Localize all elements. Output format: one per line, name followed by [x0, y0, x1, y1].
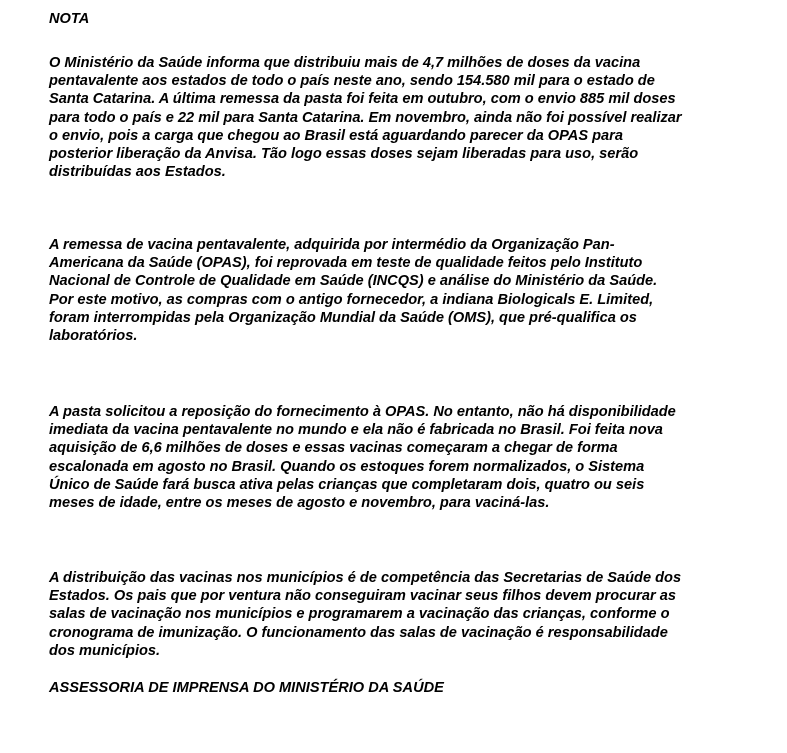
paragraph-line: salas de vacinação nos municípios e programarem a vacinação das crianças, conforme o	[49, 606, 670, 623]
paragraph-line: foram interrompidas pela Organização Mundial da Saúde (OMS), que pré-qualifica os	[49, 309, 637, 326]
paragraph-line: aquisição de 6,6 milhões de doses e essas vacinas começaram a chegar de forma	[49, 440, 618, 457]
paragraph-municipalities	[49, 569, 681, 660]
paragraph-line: o envio, pois a carga que chegou ao Brasil está aguardando parecer da OPAS para	[49, 127, 623, 144]
paragraph-replacement	[49, 403, 676, 512]
paragraph-line: A remessa de vacina pentavalente, adquirida por intermédio da Organização Pan-	[49, 237, 615, 253]
paragraph-line: dos municípios.	[49, 642, 161, 659]
paragraph-line: Único de Saúde fará busca ativa pelas crianças que completaram dois, quatro ou seis	[49, 476, 645, 493]
paragraph-distribution	[49, 54, 682, 181]
paragraph-line: Nacional de Controle de Qualidade em Saúde (INCQS) e análise do Ministério da Saúde.	[49, 273, 658, 290]
paragraph-line: A distribuição das vacinas nos municípios é de competência das Secretarias de Saúde dos	[49, 570, 682, 586]
paragraph-line: imediata da vacina pentavalente no mundo e ela não é fabricada no Brasil. Foi feita nova	[49, 422, 663, 439]
paragraph-line: Americana da Saúde (OPAS), foi reprovada em teste de qualidade feitos pelo Instituto	[49, 255, 643, 272]
document-title: NOTA	[49, 11, 90, 27]
paragraph-quality-test	[49, 236, 657, 345]
signature: ASSESSORIA DE IMPRENSA DO MINISTÉRIO DA SAÚDE	[49, 680, 444, 696]
paragraph-line: para todo o país e 22 mil para Santa Catarina. Em novembro, ainda não foi possível realizar	[49, 109, 682, 126]
paragraph-line: Por este motivo, as compras com o antigo fornecedor, a indiana Biologicals E. Limited,	[49, 291, 654, 308]
press-note-document	[49, 10, 749, 696]
paragraph-line: A pasta solicitou a reposição do fornecimento à OPAS. No entanto, não há disponibilidade	[49, 404, 676, 420]
paragraph-line: laboratórios.	[49, 328, 138, 345]
paragraph-line: meses de idade, entre os meses de agosto e novembro, para vaciná-las.	[49, 495, 550, 512]
paragraph-line: Estados. Os pais que por ventura não conseguiram vacinar seus filhos devem procurar as	[49, 588, 676, 605]
paragraph-line: pentavalente aos estados de todo o país neste ano, sendo 154.580 mil para o estado de	[49, 73, 655, 90]
paragraph-line: escalonada em agosto no Brasil. Quando os estoques forem normalizados, o Sistema	[49, 458, 645, 475]
paragraph-line: posterior liberação da Anvisa. Tão logo essas doses sejam liberadas para uso, serão	[49, 146, 639, 163]
paragraph-line: O Ministério da Saúde informa que distribuiu mais de 4,7 milhões de doses da vacina	[49, 55, 641, 71]
paragraph-line: cronograma de imunização. O funcionamento das salas de vacinação é responsabilidade	[49, 624, 668, 641]
paragraph-line: distribuídas aos Estados.	[49, 164, 226, 181]
paragraph-line: Santa Catarina. A última remessa da pasta foi feita em outubro, com o envio 885 mil doses	[49, 91, 676, 108]
